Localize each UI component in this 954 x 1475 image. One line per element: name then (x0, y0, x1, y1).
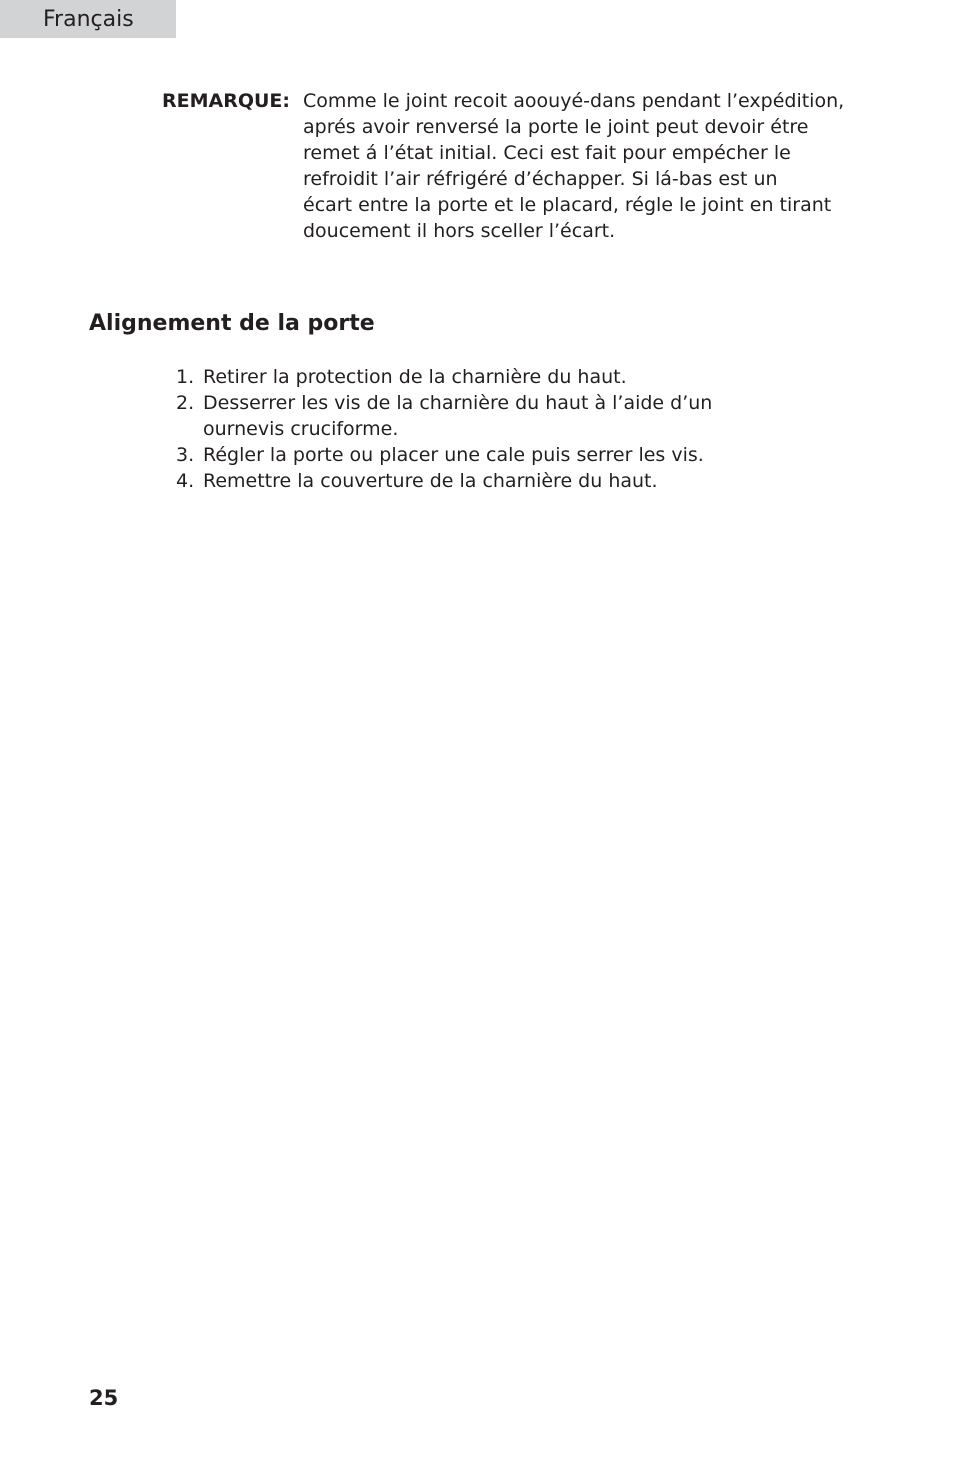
list-item (176, 442, 712, 468)
step-text: Remettre la couverture de la charnière du haut. (203, 470, 658, 492)
step-text: Desserrer les vis de la charnière du haut à l’aide d’un (203, 392, 713, 414)
note-line: écart entre la porte et le placard, régle le joint en tirant (303, 194, 832, 216)
step-text: Retirer la protection de la charnière du haut. (203, 366, 627, 388)
section-title: Alignement de la porte (89, 311, 375, 336)
note-label: REMARQUE: (162, 90, 291, 112)
step-number: 1. (176, 366, 195, 388)
list-item (176, 468, 712, 494)
step-number: 3. (176, 444, 195, 466)
page-number: 25 (89, 1386, 119, 1410)
list-item (176, 364, 712, 390)
step-text: Régler la porte ou placer une cale puis serrer les vis. (203, 444, 704, 466)
step-number: 2. (176, 392, 195, 414)
note-line: refroidit l’air réfrigéré d’échapper. Si lá-bas est un (303, 168, 778, 190)
step-text: ournevis cruciforme. (203, 418, 399, 440)
note-line: Comme le joint recoit aoouyé-dans pendant l’expédition, (303, 90, 845, 112)
language-tab (0, 0, 176, 38)
note-line: aprés avoir renversé la porte le joint peut devoir étre (303, 116, 809, 138)
steps-list (176, 364, 712, 494)
note-line: remet á l’état initial. Ceci est fait pour empécher le (303, 142, 791, 164)
note-text (303, 88, 858, 244)
list-item (176, 390, 712, 442)
step-number: 4. (176, 470, 195, 492)
note-line: doucement il hors sceller l’écart. (303, 220, 616, 242)
language-tab-label: Français (43, 7, 134, 32)
